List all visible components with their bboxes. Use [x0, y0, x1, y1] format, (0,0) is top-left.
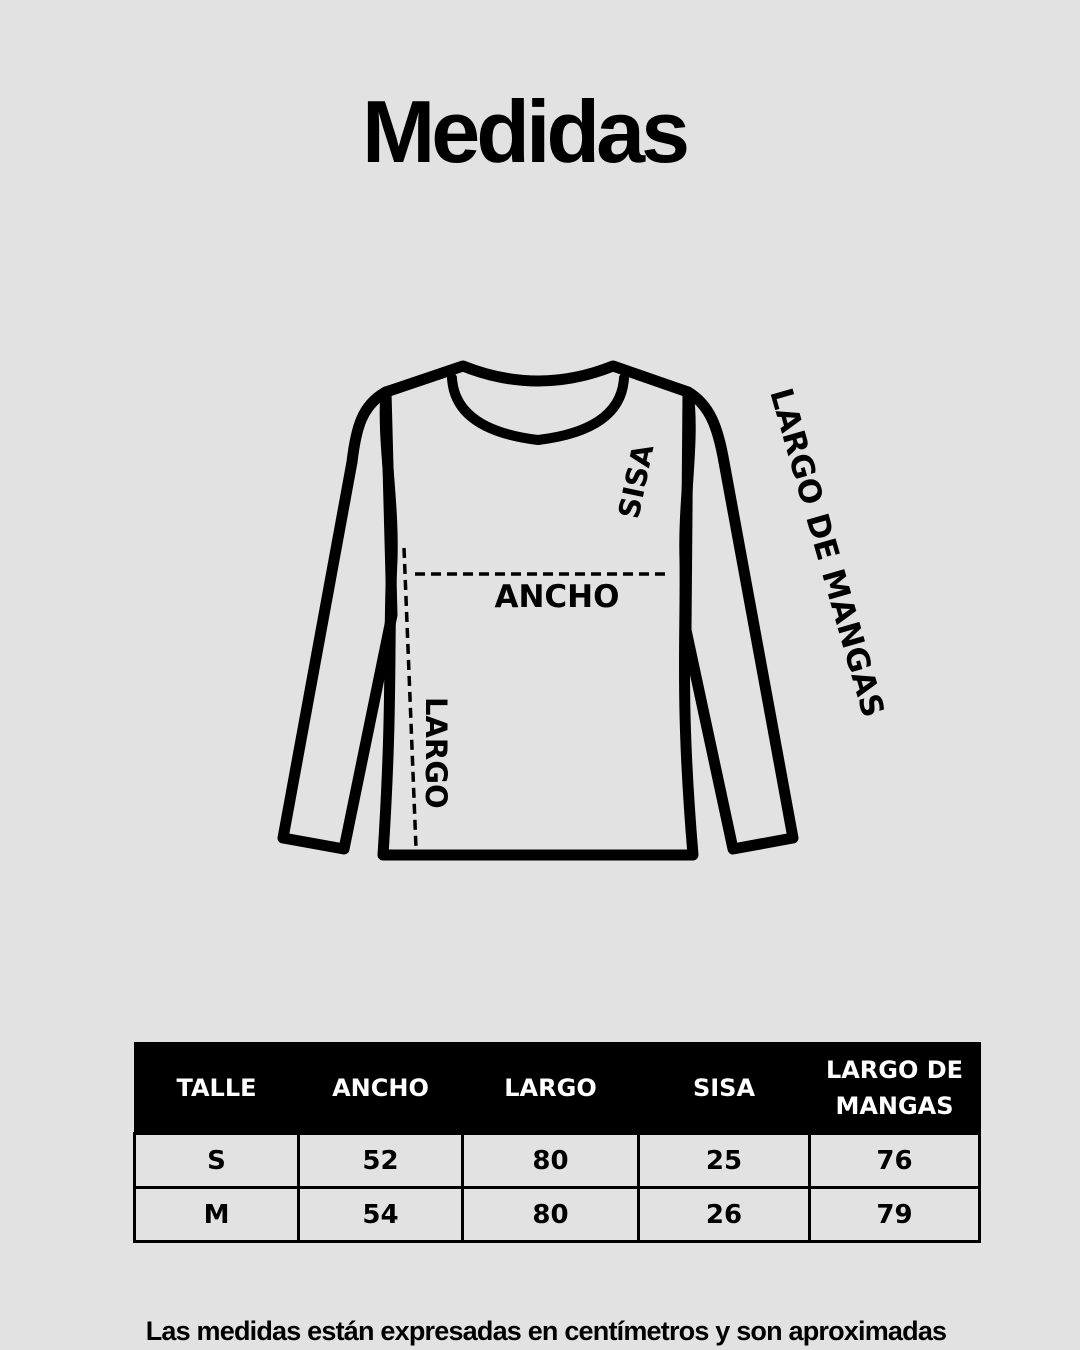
cell-largo-de-mangas: 76 — [810, 1134, 980, 1188]
size-table — [133, 1042, 981, 1243]
largo-dashed-line — [404, 548, 416, 848]
cell-ancho: 54 — [299, 1188, 463, 1242]
cell-sisa: 26 — [639, 1188, 810, 1242]
label-largo: LARGO — [419, 697, 453, 809]
cell-sisa: 25 — [639, 1134, 810, 1188]
header-ancho: ANCHO — [299, 1043, 463, 1134]
cell-largo: 80 — [463, 1134, 639, 1188]
table-row — [135, 1188, 980, 1242]
header-largo-de-mangas-line1: LARGO DE — [825, 1056, 964, 1084]
cell-talle: M — [135, 1188, 299, 1242]
header-largo-de-mangas — [810, 1043, 980, 1134]
cell-ancho: 52 — [299, 1134, 463, 1188]
label-ancho: ANCHO — [494, 579, 620, 615]
left-sleeve-outline — [283, 392, 392, 849]
table-header-row — [135, 1043, 980, 1134]
header-sisa: SISA — [639, 1043, 810, 1134]
footnote: Las medidas están expresadas en centímetros y son aproximadas — [145, 1316, 947, 1346]
cell-talle: S — [135, 1134, 299, 1188]
header-talle: TALLE — [135, 1043, 299, 1134]
label-sisa: SISA — [611, 441, 661, 522]
header-largo: LARGO — [463, 1043, 639, 1134]
header-largo-de-mangas-line2: MANGAS — [835, 1092, 954, 1120]
right-sleeve-outline — [686, 392, 793, 849]
cell-largo-de-mangas: 79 — [810, 1188, 980, 1242]
cell-largo: 80 — [463, 1188, 639, 1242]
page-title: Medidas — [361, 82, 687, 181]
table-row — [135, 1134, 980, 1188]
label-largo-de-mangas: LARGO DE MANGAS — [762, 384, 891, 722]
collar-icon — [452, 378, 624, 440]
